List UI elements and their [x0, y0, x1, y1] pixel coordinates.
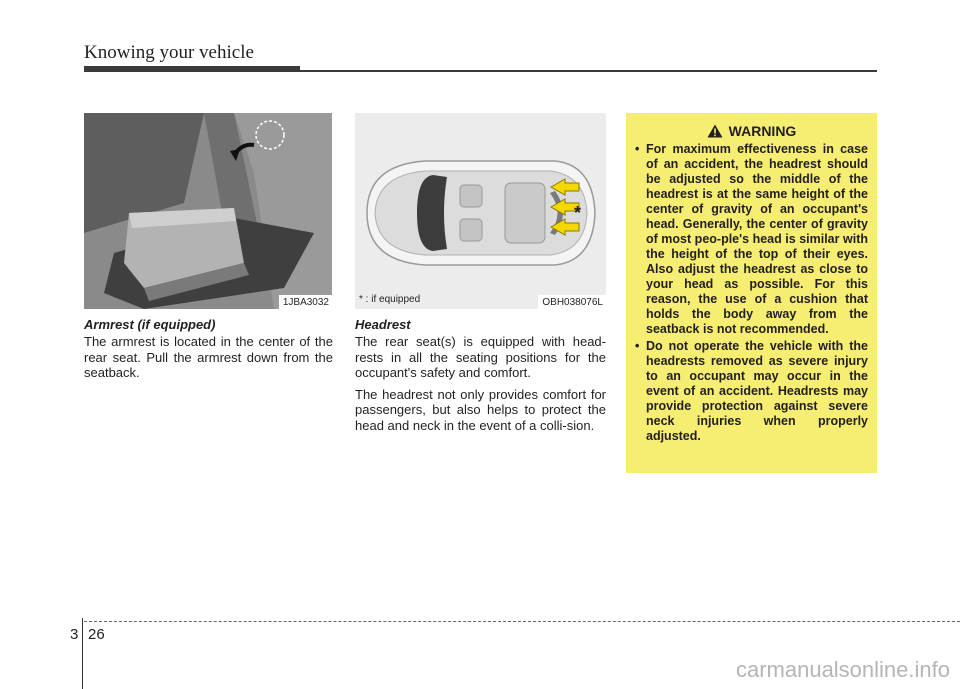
chapter-number: 3 [70, 626, 79, 643]
warning-item-text: For maximum effectiveness in case of an accident, the headrest should be adjusted so the middle of the headrest is at the same height of the center of gravity of an occupant's head. Generally, the center of gravity of most peo-ple's head is similar with the height of the top of their eyes. Also adjust the headrest as close to your head as possible. For this reason, the use of a cushion that holds the body away from the seatback is not recommended. [646, 142, 868, 336]
warning-item [635, 142, 868, 337]
armrest-paragraph: The armrest is located in the center of the rear seat. Pull the armrest down from the seatback. [84, 334, 333, 380]
warning-title: WARNING [728, 123, 797, 139]
armrest-illustration [84, 113, 332, 309]
footer-divider-horizontal [84, 621, 960, 622]
header-rule-thick [84, 66, 300, 72]
page-header-title: Knowing your vehicle [84, 42, 254, 63]
warning-triangle-icon [707, 124, 723, 138]
car-top-view-illustration [355, 113, 606, 309]
footer-divider-vertical [82, 618, 83, 689]
page-number: 26 [88, 626, 105, 643]
headrest-heading: Headrest [355, 317, 411, 332]
armrest-figure-code: 1JBA3032 [279, 295, 332, 309]
headrest-body [355, 334, 606, 439]
warning-item-text: Do not operate the vehicle with the headrests removed as severe injury to an occupant may occur in the event of an accident. Headrests may provide protection against severe neck injuries when properly adjusted. [646, 339, 868, 443]
warning-bullet: • [635, 142, 640, 156]
armrest-photo [84, 113, 332, 309]
armrest-heading: Armrest (if equipped) [84, 317, 216, 332]
headrest-figure-code: OBH038076L [538, 295, 606, 309]
warning-header [635, 123, 868, 139]
headrest-paragraph-1: The rear seat(s) is equipped with head-rests in all the seating positions for the occupant's safety and comfort. [355, 334, 606, 380]
warning-box [626, 113, 877, 473]
armrest-body [84, 334, 333, 387]
header-rule-thin [300, 70, 877, 72]
optional-equipment-star: * [574, 203, 582, 223]
warning-list [635, 142, 868, 444]
watermark: carmanualsonline.info [735, 657, 950, 682]
warning-bullet: • [635, 339, 640, 353]
headrest-diagram [355, 113, 606, 309]
warning-item [635, 339, 868, 444]
headrest-paragraph-2: The headrest not only provides comfort for passengers, but also helps to protect the head and neck in the event of a colli-sion. [355, 386, 606, 433]
if-equipped-note: * : if equipped [359, 294, 421, 305]
